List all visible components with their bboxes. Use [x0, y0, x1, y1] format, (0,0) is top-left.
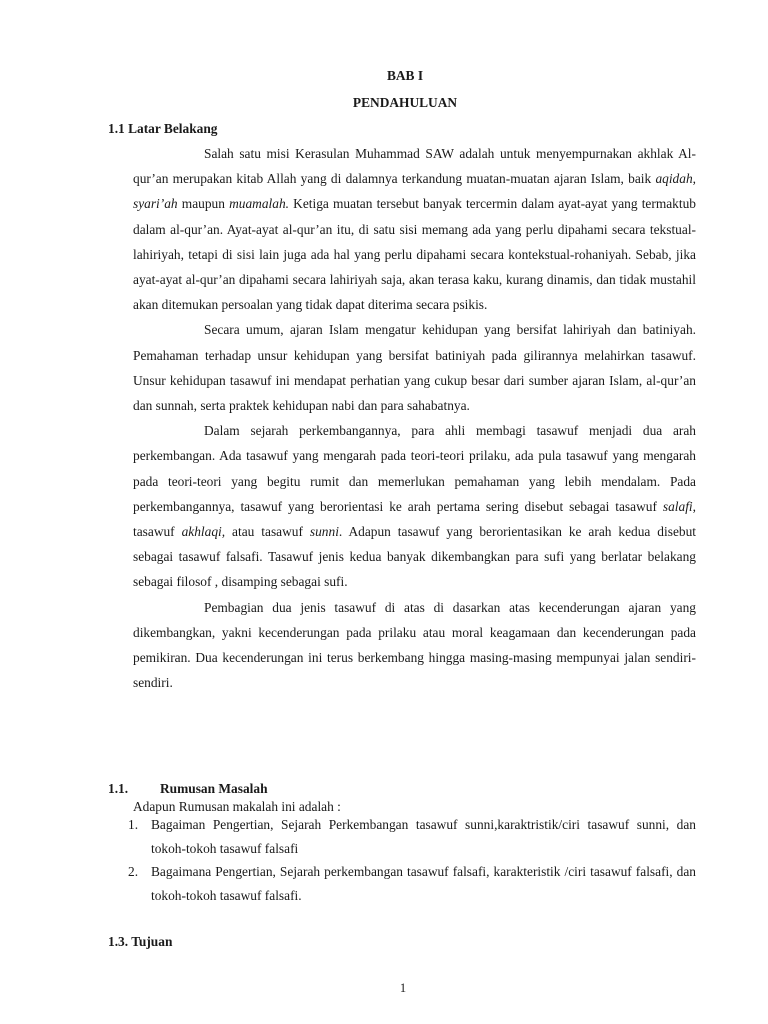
chapter-label: BAB I	[386, 68, 424, 83]
rumusan-list	[108, 813, 696, 907]
list-marker: 1.	[128, 817, 139, 832]
chapter-title: PENDAHULUAN	[352, 95, 458, 110]
section-heading-rumusan-masalah	[108, 781, 268, 797]
paragraph-1	[133, 141, 696, 317]
term-muamalah: muamalah.	[229, 196, 289, 212]
list-item-text: Bagaiman Pengertian, Sejarah Perkembangan tasawuf sunni,karaktristik/ciri tasawuf sunni, dan tokoh-tokoh tasawuf falsafi	[151, 817, 696, 856]
paragraph-2: Secara umum, ajaran Islam mengatur kehidupan yang bersifat lahiriyah dan batiniyah. Pemahaman terhadap unsur kehidupan yang bersifat batiniyah pada gilirannya melahirkan tasawuf. Unsur kehidupan tasawuf ini mendapat perhatian yang cukup besar dari sumber ajaran Islam, al-qur’an dan sunnah, serta praktek kehidupan nabi dan para sahabatnya.	[133, 322, 696, 414]
latar-belakang-body	[133, 141, 696, 695]
term-akhlaqi: akhlaqi,	[181, 524, 226, 540]
paragraph-1-part-b: Ketiga muatan tersebut banyak tercermin dalam ayat-ayat yang termaktub dalam al-qur’an. Ayat-ayat al-qur’an itu, di satu sisi memang ada yang perlu dipahami secara tekstual-lahiriyah, tetapi di sisi lain juga ada hal yang perlu dipahami secara kontekstual-rohaniyah. Sebab, jika ayat-ayat al-qur’an dipahami secara lahiriyah saja, akan terasa kaku, kurang dinamis, dan tidak mustahil akan ditemukan persoalan yang tidak dapat diterima secara psikis.	[133, 196, 696, 313]
term-sunni: sunni	[309, 524, 339, 540]
paragraph-4: Pembagian dua jenis tasawuf di atas di dasarkan atas kecenderungan ajaran yang dikembangkan, yakni kecenderungan pada prilaku atau moral keagamaan dan kecenderungan pada pemikiran. Dua kecenderungan ini terus berkembang hingga masing-masing mempunyai jalan sendiri-sendiri.	[133, 599, 696, 691]
section-heading-tujuan: 1.3. Tujuan	[108, 934, 173, 949]
paragraph-1-part-a: Salah satu misi Kerasulan Muhammad SAW adalah untuk menyempurnakan akhlak Al-qur’an merupakan kitab Allah yang di dalamnya terkandung muatan-muatan ajaran Islam, baik	[133, 146, 696, 187]
section-number: 1.1.	[108, 781, 129, 796]
paragraph-3-part-a: Dalam sejarah perkembangannya, para ahli membagi tasawuf menjadi dua arah perkembangan. Ada tasawuf yang mengarah pada teori-teori prilaku, ada pula tasawuf yang mengarah pada teori-teori yang begitu rumit dan memerlukan pemahaman yang lebih mendalam. Pada perkembangannya, tasawuf yang berorientasi ke arah pertama sering disebut sebagai tasawuf	[133, 423, 696, 514]
section-title: Rumusan Masalah	[160, 781, 268, 796]
term-aqidah: aqidah	[655, 171, 693, 187]
term-salafi: salafi	[662, 498, 693, 514]
paragraph-3-sep-1: , tasawuf	[133, 498, 696, 540]
rumusan-intro: Adapun Rumusan makalah ini adalah :	[133, 799, 341, 814]
page-number: 1	[399, 981, 407, 995]
paragraph-1-sep: ,	[692, 171, 696, 187]
paragraph-3	[133, 418, 696, 594]
list-item	[108, 860, 696, 907]
list-marker: 2.	[128, 864, 139, 879]
list-item-text: Bagaimana Pengertian, Sejarah perkembangan tasawuf falsafi, karakteristik /ciri tasawuf falsafi, dan tokoh-tokoh tasawuf falsafi.	[151, 864, 696, 903]
paragraph-3-part-b: . Adapun tasawuf yang berorientasikan ke arah kedua disebut sebagai tasawuf falsafi. Tasawuf jenis kedua banyak dikembangkan para sufi yang berlatar belakang sebagai filosof , disamping sebagai sufi.	[133, 524, 696, 590]
section-heading-latar-belakang: 1.1 Latar Belakang	[108, 121, 218, 136]
term-syariah: syari’ah	[133, 196, 178, 212]
paragraph-1-mid: maupun	[177, 196, 230, 212]
list-item	[108, 813, 696, 860]
paragraph-3-sep-2: atau tasawuf	[225, 524, 310, 540]
